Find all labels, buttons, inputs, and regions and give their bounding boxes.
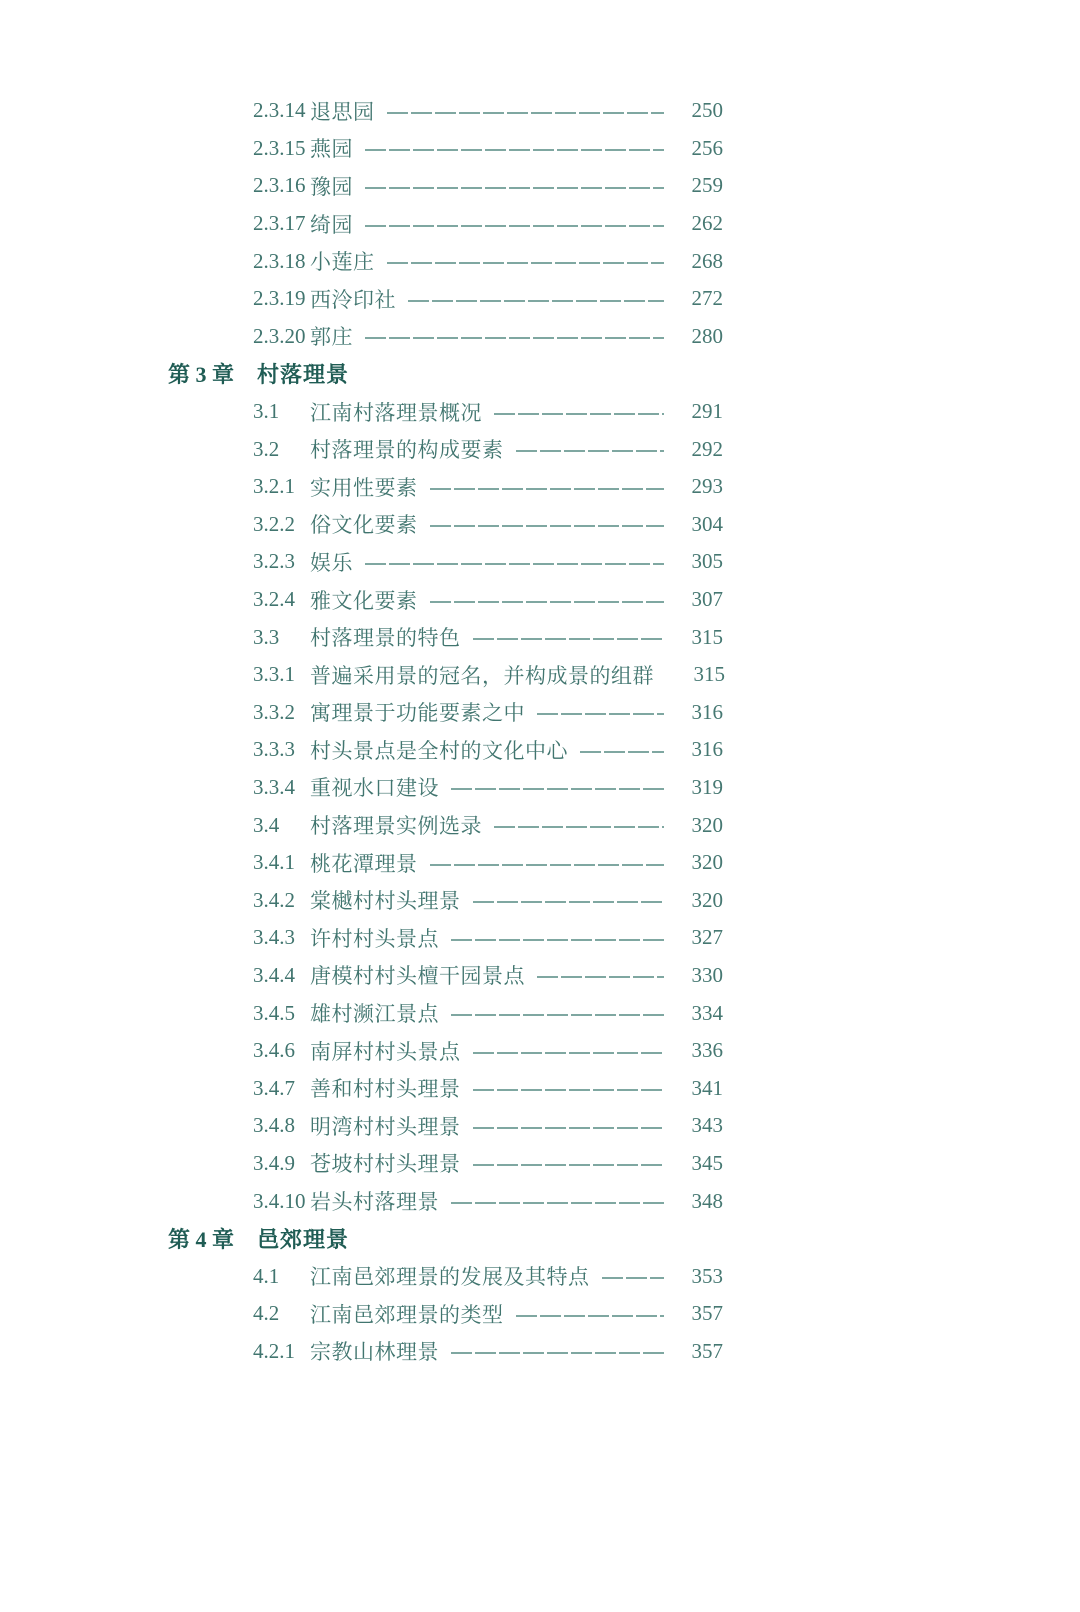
entry-number: 3.3.1	[253, 662, 295, 687]
leader-line	[387, 112, 665, 114]
chapter-heading	[168, 355, 1080, 393]
entry-number: 3.4	[253, 812, 280, 837]
entry-page-number: 327	[691, 925, 723, 950]
chapter-number: 第 4 章	[168, 1227, 235, 1253]
toc-entry	[253, 1182, 723, 1220]
entry-title: 实用性要素	[310, 475, 418, 500]
entry-number: 3.3	[253, 624, 280, 649]
entry-page-number: 330	[691, 962, 723, 987]
entry-title: 棠樾村村头理景	[310, 889, 461, 914]
entry-number: 3.2	[253, 436, 280, 461]
entry-title: 雄村濒江景点	[310, 1002, 439, 1027]
entry-page-number: 353	[691, 1263, 723, 1288]
leader-line	[516, 1315, 665, 1317]
entry-number: 3.2.3	[253, 549, 295, 574]
toc-entry	[253, 430, 723, 468]
toc-entry	[253, 280, 723, 318]
toc-entry	[253, 1145, 723, 1183]
entry-title: 郭庄	[310, 325, 353, 350]
leader-line	[365, 187, 664, 189]
entry-title: 南屏村村头景点	[310, 1039, 461, 1064]
entry-page-number: 316	[691, 699, 723, 724]
chapter-heading	[168, 1220, 1080, 1258]
entry-number: 3.4.4	[253, 962, 295, 987]
entry-number: 3.4.8	[253, 1113, 295, 1138]
entry-page-number: 304	[691, 511, 723, 536]
entry-number: 3.1	[253, 399, 280, 424]
entry-title: 桃花潭理景	[310, 851, 418, 876]
entry-number: 3.4.7	[253, 1075, 295, 1100]
entry-number: 3.3.3	[253, 737, 295, 762]
toc-entry	[253, 1333, 723, 1371]
entry-title: 寓理景于功能要素之中	[310, 701, 525, 726]
leader-line	[473, 1089, 665, 1091]
entry-number: 3.4.1	[253, 850, 295, 875]
toc-entry	[253, 543, 723, 581]
entry-page-number: 336	[691, 1038, 723, 1063]
entry-page-number: 319	[691, 774, 723, 799]
entry-page-number: 262	[691, 211, 723, 236]
toc-entry	[253, 994, 723, 1032]
entry-title: 唐模村村头檀干园景点	[310, 964, 525, 989]
entry-page-number: 292	[691, 436, 723, 461]
entry-page-number: 320	[691, 887, 723, 912]
leader-line	[430, 601, 665, 603]
entry-number: 2.3.14	[253, 98, 306, 123]
entry-number: 2.3.17	[253, 211, 306, 236]
chapter-number: 第 3 章	[168, 362, 235, 388]
leader-line	[537, 976, 664, 978]
toc-entry	[253, 468, 723, 506]
chapter-title: 邑郊理景	[257, 1227, 350, 1253]
leader-line	[408, 300, 664, 302]
toc-entry	[253, 506, 723, 544]
entry-title: 娱乐	[310, 550, 353, 575]
entry-title: 雅文化要素	[310, 588, 418, 613]
leader-line	[494, 826, 664, 828]
toc-entry	[253, 1257, 723, 1295]
toc-entry	[253, 769, 723, 807]
entry-page-number: 305	[691, 549, 723, 574]
leader-line	[451, 788, 664, 790]
toc-entry	[253, 242, 723, 280]
leader-line	[451, 1014, 664, 1016]
toc-entry	[253, 1107, 723, 1145]
toc-entry	[253, 656, 723, 694]
entry-number: 3.3.4	[253, 774, 295, 799]
entry-page-number: 315	[691, 624, 723, 649]
entry-number: 4.2.1	[253, 1338, 295, 1363]
entry-page-number: 272	[691, 286, 723, 311]
toc-entry	[253, 694, 723, 732]
entry-title: 豫园	[310, 174, 353, 199]
entry-title: 村落理景的构成要素	[310, 438, 504, 463]
leader-line	[494, 413, 664, 415]
entry-number: 3.4.10	[253, 1188, 306, 1213]
toc-entry	[253, 844, 723, 882]
entry-page-number: 250	[691, 98, 723, 123]
leader-line	[430, 488, 665, 490]
leader-line	[365, 563, 664, 565]
entry-number: 3.4.6	[253, 1038, 295, 1063]
leader-line	[473, 1052, 665, 1054]
leader-line	[580, 751, 664, 753]
entry-title: 江南邑郊理景的发展及其特点	[310, 1265, 590, 1290]
toc-entry	[253, 957, 723, 995]
leader-line	[473, 1164, 665, 1166]
entry-title: 善和村村头理景	[310, 1077, 461, 1102]
leader-line	[537, 713, 664, 715]
entry-page-number: 343	[691, 1113, 723, 1138]
toc-entry	[253, 130, 723, 168]
entry-number: 2.3.20	[253, 323, 306, 348]
entry-title: 江南村落理景概况	[310, 400, 482, 425]
entry-number: 2.3.16	[253, 173, 306, 198]
toc-entry	[253, 318, 723, 356]
entry-page-number: 315	[693, 662, 725, 687]
entry-page-number: 307	[691, 587, 723, 612]
entry-title: 明湾村村头理景	[310, 1114, 461, 1139]
entry-title: 村落理景的特色	[310, 626, 461, 651]
entry-number: 3.3.2	[253, 699, 295, 724]
entry-page-number: 316	[691, 737, 723, 762]
toc-entry	[253, 92, 723, 130]
leader-line	[451, 1352, 664, 1354]
toc-entry	[253, 919, 723, 957]
entry-title: 苍坡村村头理景	[310, 1152, 461, 1177]
entry-page-number: 293	[691, 474, 723, 499]
entry-number: 3.2.2	[253, 511, 295, 536]
leader-line	[473, 638, 665, 640]
entry-page-number: 320	[691, 850, 723, 875]
entry-number: 2.3.18	[253, 248, 306, 273]
entry-title: 许村村头景点	[310, 926, 439, 951]
entry-title: 江南邑郊理景的类型	[310, 1302, 504, 1327]
entry-page-number: 280	[691, 323, 723, 348]
leader-line	[365, 337, 664, 339]
entry-title: 重视水口建设	[310, 776, 439, 801]
toc-entry	[253, 618, 723, 656]
entry-title: 普遍采用景的冠名，并构成景的组群	[310, 663, 654, 688]
toc-entry	[253, 881, 723, 919]
toc-entry	[253, 205, 723, 243]
entry-title: 岩头村落理景	[310, 1190, 439, 1215]
entry-title: 燕园	[310, 137, 353, 162]
leader-line	[451, 1202, 664, 1204]
entry-page-number: 345	[691, 1150, 723, 1175]
entry-number: 3.2.4	[253, 587, 295, 612]
entry-page-number: 291	[691, 399, 723, 424]
toc-entry	[253, 1295, 723, 1333]
entry-title: 村落理景实例选录	[310, 814, 482, 839]
entry-title: 宗教山林理景	[310, 1340, 439, 1365]
entry-number: 3.4.3	[253, 925, 295, 950]
table-of-contents	[0, 92, 1080, 1370]
entry-page-number: 268	[691, 248, 723, 273]
entry-title: 西泠印社	[310, 287, 396, 312]
chapter-title: 村落理景	[257, 362, 350, 388]
entry-page-number: 357	[691, 1338, 723, 1363]
entry-page-number: 341	[691, 1075, 723, 1100]
toc-entry	[253, 1032, 723, 1070]
leader-line	[451, 939, 664, 941]
leader-line	[473, 1127, 665, 1129]
entry-title: 俗文化要素	[310, 513, 418, 538]
entry-page-number: 334	[691, 1000, 723, 1025]
entry-number: 3.2.1	[253, 474, 295, 499]
toc-entry	[253, 167, 723, 205]
leader-line	[602, 1277, 665, 1279]
entry-page-number: 348	[691, 1188, 723, 1213]
toc-entry	[253, 393, 723, 431]
entry-title: 退思园	[310, 99, 375, 124]
entry-page-number: 256	[691, 135, 723, 160]
entry-number: 2.3.19	[253, 286, 306, 311]
leader-line	[430, 864, 665, 866]
leader-line	[365, 149, 664, 151]
entry-number: 2.3.15	[253, 135, 306, 160]
entry-number: 3.4.9	[253, 1150, 295, 1175]
leader-line	[473, 901, 665, 903]
entry-title: 村头景点是全村的文化中心	[310, 738, 568, 763]
toc-entry	[253, 731, 723, 769]
entry-page-number: 357	[691, 1301, 723, 1326]
entry-page-number: 259	[691, 173, 723, 198]
toc-entry	[253, 1069, 723, 1107]
leader-line	[365, 225, 664, 227]
leader-line	[516, 450, 665, 452]
entry-title: 绮园	[310, 212, 353, 237]
leader-line	[387, 262, 665, 264]
entry-number: 4.1	[253, 1263, 280, 1288]
entry-number: 4.2	[253, 1301, 280, 1326]
entry-number: 3.4.5	[253, 1000, 295, 1025]
toc-entry	[253, 806, 723, 844]
entry-page-number: 320	[691, 812, 723, 837]
entry-title: 小莲庄	[310, 250, 375, 275]
leader-line	[430, 525, 665, 527]
toc-entry	[253, 581, 723, 619]
entry-number: 3.4.2	[253, 887, 295, 912]
